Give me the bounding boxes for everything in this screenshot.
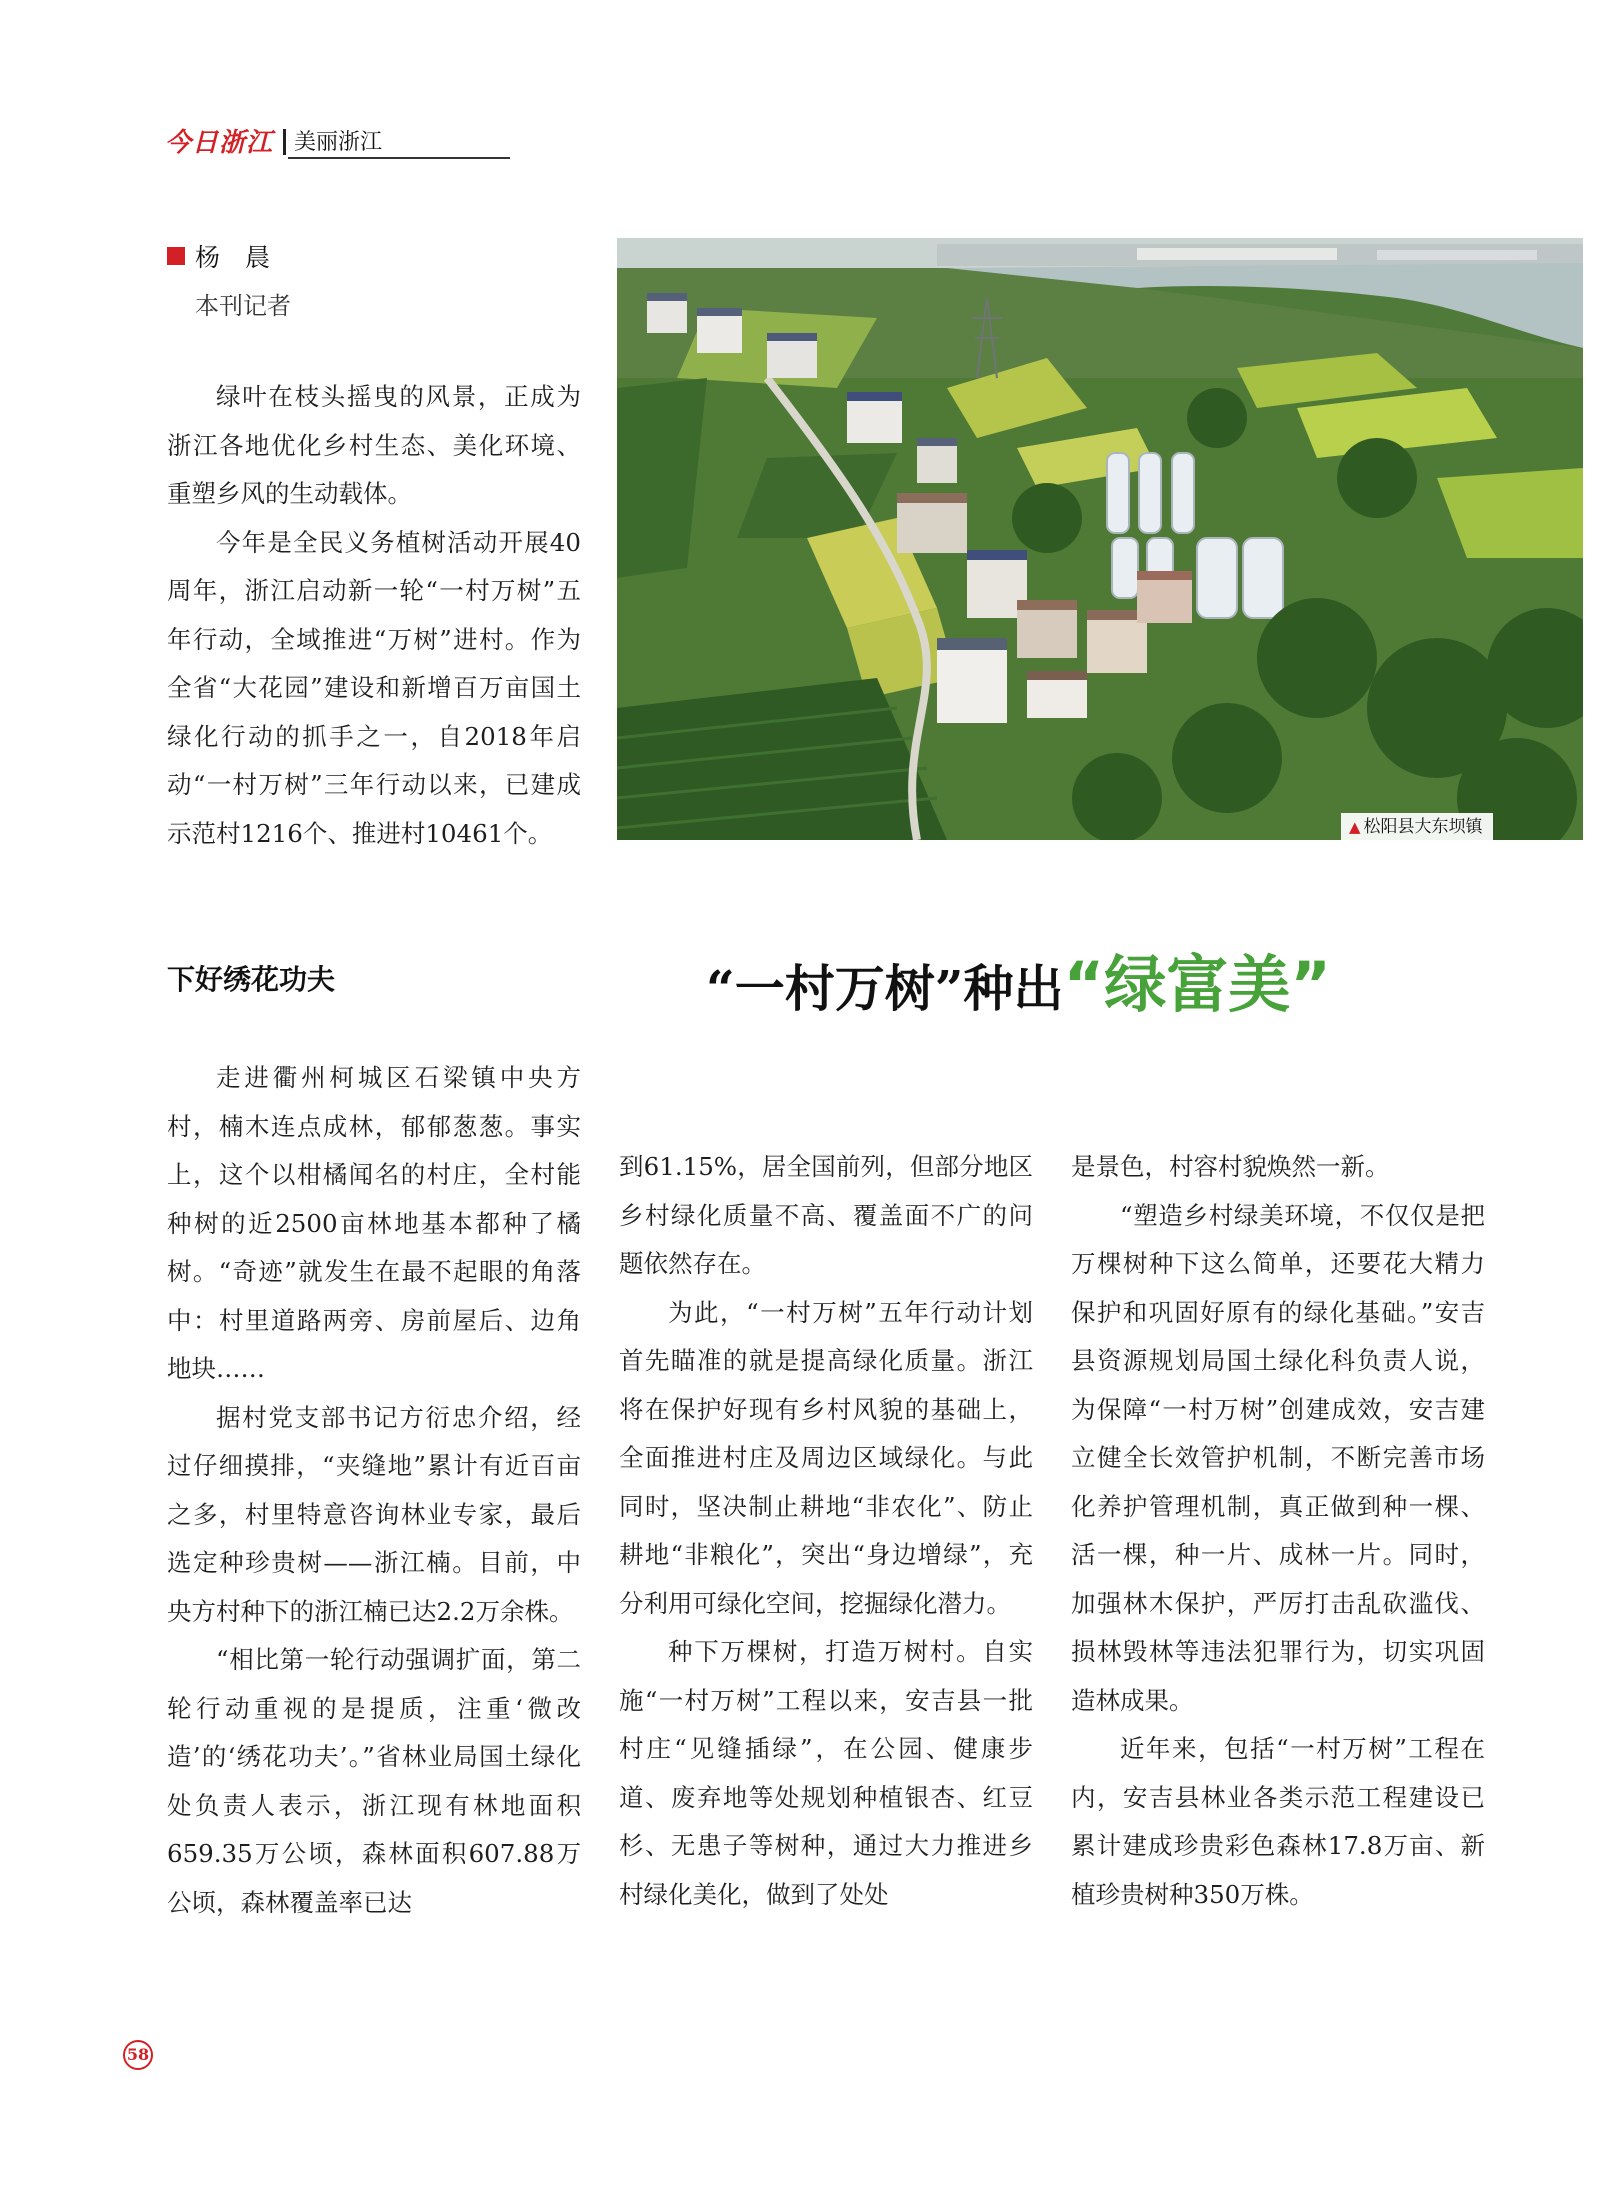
- header-underline: [288, 157, 510, 159]
- magazine-logo: 今日浙江: [165, 128, 274, 158]
- header-divider: [283, 129, 286, 155]
- intro-paragraph: 绿叶在枝头摇曳的风景，正成为浙江各地优化乡村生态、美化环境、重塑乡风的生动载体。: [167, 382, 581, 508]
- aerial-village-illustration: [617, 238, 1583, 840]
- page-header: [165, 124, 382, 158]
- intro-column: [167, 373, 581, 858]
- section-subheading: 下好绣花功夫: [167, 963, 336, 996]
- body-paragraph: “塑造乡村绿美环境，不仅仅是把万棵树种下这么简单，还要花大精力保护和巩固好原有的绿化基础。”安吉县资源规划局国土绿化科负责人说，为保障“一村万树”创建成效，安吉建立健全长效管护机制，不断完善市场化养护管理机制，真正做到种一棵、活一棵，种一片、成林一片。同时，加强林木保护，严厉打击乱砍滥伐、损林毁林等违法犯罪行为，切实巩固造林成果。: [1071, 1200, 1485, 1715]
- body-column-2: [619, 1143, 1033, 1919]
- title-highlight: “绿富美”: [1063, 948, 1332, 1021]
- body-column-3: [1071, 1143, 1485, 1919]
- intro-paragraph: 今年是全民义务植树活动开展40周年，浙江启动新一轮“一村万树”五年行动，全域推进“万树”进村。作为全省“大花园”建设和新增百万亩国土绿化行动的抓手之一，自2018年启动“一村万树”三年行动以来，已建成示范村1216个、推进村10461个。: [167, 527, 581, 848]
- author-role: 本刊记者: [195, 292, 291, 320]
- author-byline: [167, 238, 270, 274]
- body-column-1: [167, 1054, 581, 1927]
- body-paragraph: 走进衢州柯城区石梁镇中央方村，楠木连点成林，郁郁葱葱。事实上，这个以柑橘闻名的村庄，全村能种树的近2500亩林地基本都种了橘树。“奇迹”就发生在最不起眼的角落中：村里道路两旁、房前屋后、边角地块……: [167, 1063, 581, 1383]
- body-paragraph: 据村党支部书记方衍忠介绍，经过仔细摸排，“夹缝地”累计有近百亩之多，村里特意咨询林业专家，最后选定种珍贵树——浙江楠。目前，中央方村种下的浙江楠已达2.2万余株。: [167, 1402, 581, 1626]
- page-number: 58: [123, 2040, 153, 2070]
- village-aerial-photo: [617, 238, 1583, 840]
- body-paragraph: 是景色，村容村貌焕然一新。: [1071, 1152, 1390, 1181]
- caption-text: 松阳县大东坝镇: [1363, 817, 1483, 837]
- body-paragraph: 为此，“一村万树”五年行动计划首先瞄准的就是提高绿化质量。浙江将在保护好现有乡村风貌的基础上，全面推进村庄及周边区域绿化。与此同时，坚决制止耕地“非农化”、防止耕地“非粮化”，突出“身边增绿”，充分利用可绿化空间，挖掘绿化潜力。: [619, 1297, 1033, 1618]
- title-part-1: “一村万树”种出: [706, 959, 1064, 1018]
- byline-marker-icon: [167, 247, 185, 265]
- photo-caption: [1341, 813, 1493, 841]
- section-name: 美丽浙江: [294, 130, 383, 155]
- body-paragraph: “相比第一轮行动强调扩面，第二轮行动重视的是提质，注重‘微改造’的‘绣花功夫’。”省林业局国土绿化处负责人表示，浙江现有林地面积659.35万公顷，森林面积607.88万公顷，森林覆盖率已达: [167, 1645, 581, 1917]
- body-paragraph: 到61.15%，居全国前列，但部分地区乡村绿化质量不高、覆盖面不广的问题依然存在。: [619, 1152, 1033, 1278]
- body-paragraph: 近年来，包括“一村万树”工程在内，安吉县林业各类示范工程建设已累计建成珍贵彩色森林17.8万亩、新植珍贵树种350万株。: [1071, 1734, 1485, 1909]
- caption-triangle-icon: ▲: [1349, 818, 1361, 836]
- body-paragraph: 种下万棵树，打造万树村。自实施“一村万树”工程以来，安吉县一批村庄“见缝插绿”，在公园、健康步道、废弃地等处规划种植银杏、红豆杉、无患子等树种，通过大力推进乡村绿化美化，做到了处处: [619, 1637, 1033, 1909]
- author-name: 杨 晨: [195, 243, 271, 272]
- article-title: [706, 935, 1331, 1024]
